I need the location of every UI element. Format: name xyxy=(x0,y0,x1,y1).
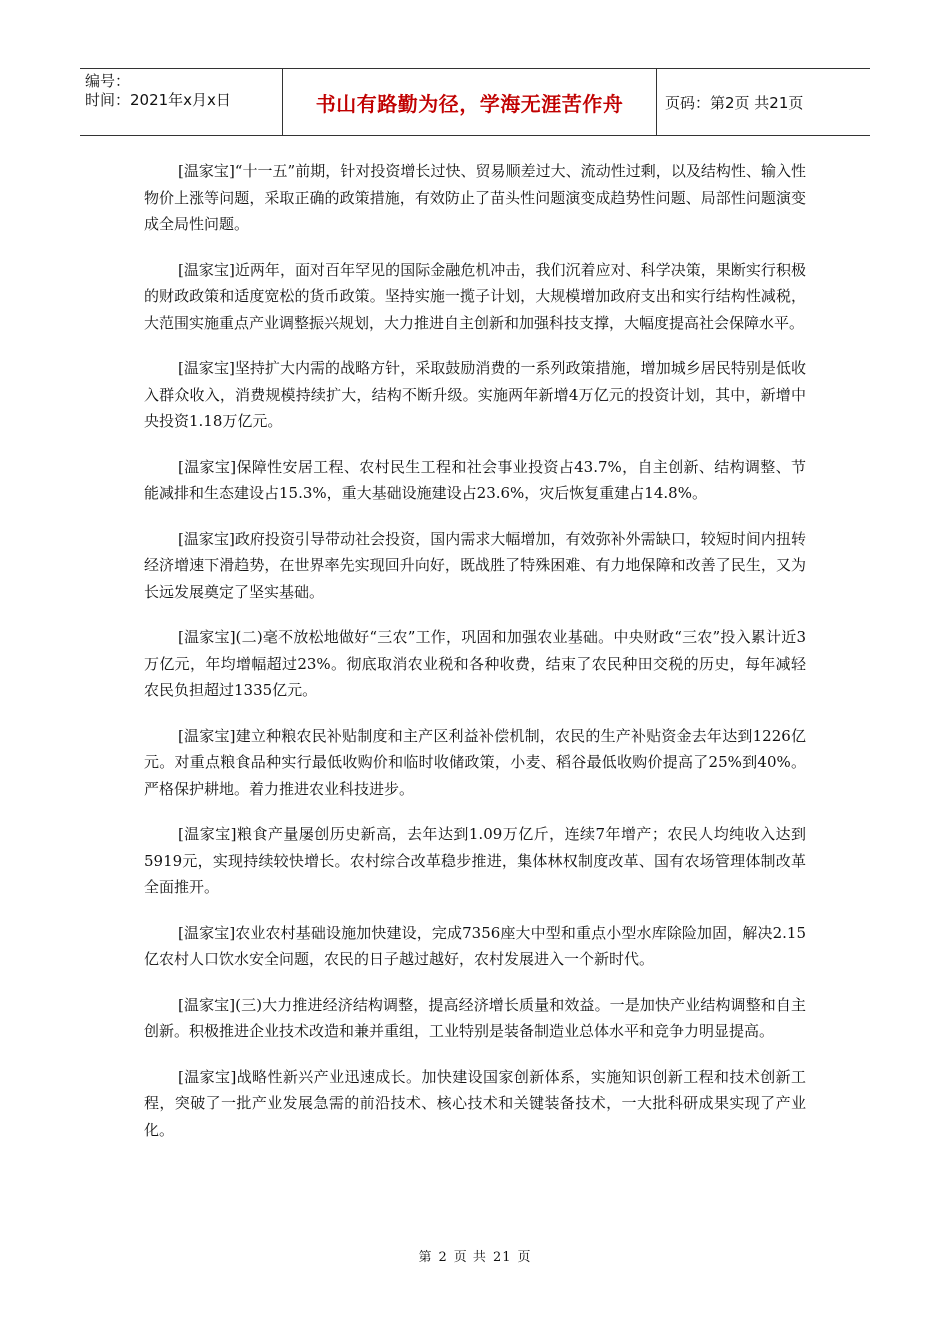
header-number-label: 编号： xyxy=(85,72,131,90)
header-meta xyxy=(80,69,283,135)
footer-page-mid: 页 共 xyxy=(453,1250,487,1265)
paragraph: [温家宝]农业农村基础设施加快建设，完成7356座大中型和重点小型水库除险加固，解决2.15亿农村人口饮水安全问题，农民的日子越过越好，农村发展进入一个新时代。 xyxy=(144,923,806,968)
footer-page-prefix: 第 xyxy=(418,1250,433,1265)
header-motto: 书山有路勤为径，学海无涯苦作舟 xyxy=(283,69,657,135)
header-page-code: 页码：第2页 共21页 xyxy=(665,93,804,112)
paragraph: [温家宝]保障性安居工程、农村民生工程和社会事业投资占43.7%，自主创新、结构调整、节能减排和生态建设占15.3%，重大基础设施建设占23.6%，灾后恢复重建占14.8%。 xyxy=(144,457,806,502)
footer-page-number: 2 xyxy=(438,1250,448,1265)
paragraph: [温家宝]坚持扩大内需的战略方针，采取鼓励消费的一系列政策措施，增加城乡居民特别是低收入群众收入，消费规模持续扩大，结构不断升级。实施两年新增4万亿元的投资计划，其中，新增中央投资1.18万亿元。 xyxy=(144,359,806,430)
header-time-label: 时间：2021年x月x日 xyxy=(85,91,231,109)
paragraph: [温家宝]政府投资引导带动社会投资，国内需求大幅增加，有效弥补外需缺口，较短时间内扭转经济增速下滑趋势，在世界率先实现回升向好，既战胜了特殊困难、有力地保障和改善了民生，又为长远发展奠定了坚实基础。 xyxy=(144,529,806,601)
paragraph: [温家宝]战略性新兴产业迅速成长。加快建设国家创新体系，实施知识创新工程和技术创新工程，突破了一批产业发展急需的前沿技术、核心技术和关键装备技术，一大批科研成果实现了产业化。 xyxy=(144,1067,806,1139)
paragraph: [温家宝]近两年，面对百年罕见的国际金融危机冲击，我们沉着应对、科学决策，果断实行积极的财政政策和适度宽松的货币政策。坚持实施一揽子计划，大规模增加政府支出和实行结构性减税，大范围实施重点产业调整振兴规划，大力推进自主创新和加强科技支撑，大幅度提高社会保障水平。 xyxy=(144,260,806,332)
page-header xyxy=(80,68,870,136)
paragraph: [温家宝](三)大力推进经济结构调整，提高经济增长质量和效益。一是加快产业结构调整和自主创新。积极推进企业技术改造和兼并重组，工业特别是装备制造业总体水平和竞争力明显提高。 xyxy=(144,995,806,1040)
page-footer xyxy=(0,1246,950,1265)
footer-page-suffix: 页 xyxy=(517,1250,532,1265)
paragraph: [温家宝]粮食产量屡创历史新高，去年达到1.09万亿斤，连续7年增产；农民人均纯收入达到5919元，实现持续较快增长。农村综合改革稳步推进，集体林权制度改革、国有农场管理体制改革全面推开。 xyxy=(144,825,806,896)
paragraph: [温家宝]建立种粮农民补贴制度和主产区利益补偿机制，农民的生产补贴资金去年达到1226亿元。对重点粮食品种实行最低收购价和临时收储政策，小麦、稻谷最低收购价提高了25%到40%。严格保护耕地。着力推进农业科技进步。 xyxy=(144,726,806,798)
paragraph: [温家宝](二)毫不放松地做好“三农”工作，巩固和加强农业基础。中央财政“三农”投入累计近3万亿元，年均增幅超过23%。彻底取消农业税和各种收费，结束了农民种田交税的历史，每年减轻农民负担超过1335亿元。 xyxy=(144,628,806,699)
document-body xyxy=(144,158,806,1162)
paragraph: [温家宝]“十一五”前期，针对投资增长过快、贸易顺差过大、流动性过剩，以及结构性、输入性物价上涨等问题，采取正确的政策措施，有效防止了苗头性问题演变成趋势性问题、局部性问题演变成全局性问题。 xyxy=(144,162,806,233)
footer-page-total: 21 xyxy=(492,1250,512,1265)
